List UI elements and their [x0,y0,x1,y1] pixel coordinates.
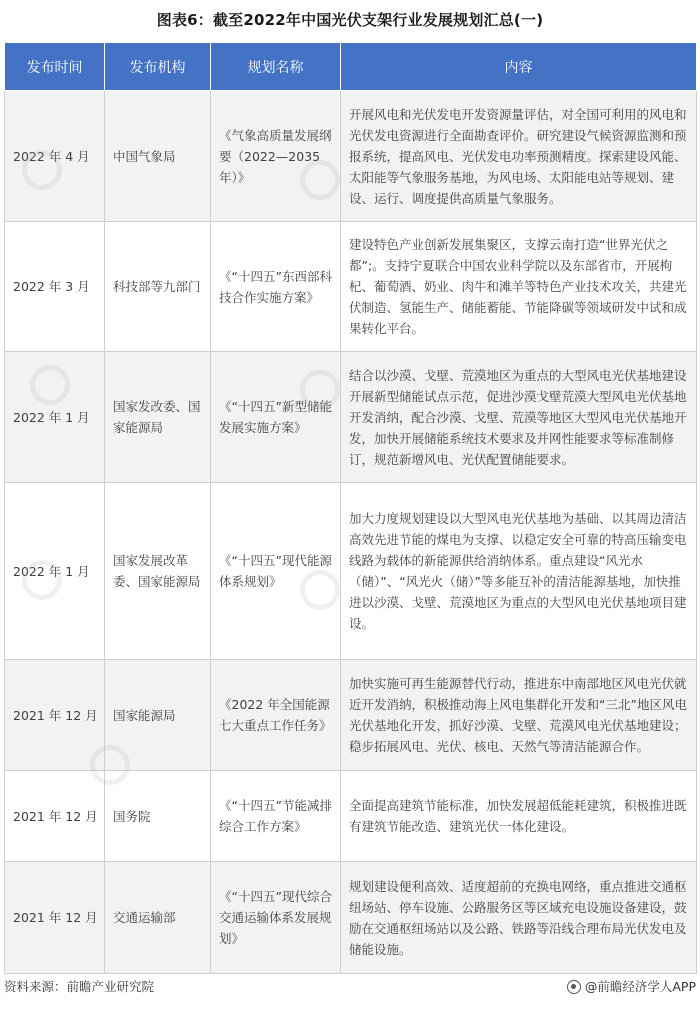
cell-plan: 《2022 年全国能源七大重点工作任务》 [211,660,341,771]
cell-date: 2021 年 12 月 [5,660,105,771]
cell-org: 科技部等九部门 [105,222,211,352]
table-header-row [5,43,697,91]
policy-table [4,42,697,974]
table-row [5,660,697,771]
cell-org: 中国气象局 [105,91,211,222]
cell-date: 2021 年 12 月 [5,862,105,974]
cell-plan: 《“十四五”现代能源体系规划》 [211,483,341,660]
cell-content: 建设特色产业创新发展集聚区，支撑云南打造“世界光伏之都”;。支持宁夏联合中国农业科学院以及东部省市，开展枸杞、葡萄酒、奶业、肉牛和滩羊等特色产业技术攻关，共建光伏制造、氢能生产、储能蓄能、节能降碳等领域研发中试和成果转化平台。 [341,222,697,352]
table-row [5,862,697,974]
cell-content: 加大力度规划建设以大型风电光伏基地为基础、以其周边清洁高效先进节能的煤电为支撑、以稳定安全可靠的特高压输变电线路为载体的新能源供给消纳体系。重点建设“风光水（储）”、“风光火（储）”等多能互补的清洁能源基地，加快推进以沙漠、戈壁、荒漠地区为重点的大型风电光伏基地项目建设。 [341,483,697,660]
cell-org: 国务院 [105,771,211,862]
table-row [5,91,697,222]
header-content: 内容 [341,43,697,91]
qianzhan-logo-icon [567,980,581,994]
cell-date: 2021 年 12 月 [5,771,105,862]
table-row [5,222,697,352]
cell-date: 2022 年 4 月 [5,91,105,222]
page-title: 图表6：截至2022年中国光伏支架行业发展规划汇总(一) [156,11,544,29]
cell-org: 国家发展改革委、国家能源局 [105,483,211,660]
header-plan: 规划名称 [211,43,341,91]
cell-date: 2022 年 1 月 [5,483,105,660]
cell-plan: 《气象高质量发展纲要（2022—2035年）》 [211,91,341,222]
cell-content: 开展风电和光伏发电开发资源量评估，对全国可利用的风电和光伏发电资源进行全面勘查评价。研究建设气候资源监测和预报系统，提高风电、光伏发电功率预测精度。探索建设风能、太阳能等气象服务基地，为风电场、太阳能电站等规划、建设、运行、调度提供高质量气象服务。 [341,91,697,222]
cell-plan: 《“十四五”新型储能发展实施方案》 [211,352,341,483]
table-row [5,771,697,862]
cell-content: 规划建设便利高效、适度超前的充换电网络，重点推进交通枢纽场站、停车设施、公路服务区等区域充电设施设备建设，鼓励在交通枢纽场站以及公路、铁路等沿线合理布局光伏发电及储能设施。 [341,862,697,974]
header-date: 发布时间 [5,43,105,91]
table-row [5,483,697,660]
source-note: 资料来源：前瞻产业研究院 [4,979,155,994]
cell-date: 2022 年 3 月 [5,222,105,352]
header-org: 发布机构 [105,43,211,91]
cell-content: 加快实施可再生能源替代行动，推进东中南部地区风电光伏就近开发消纳，积极推动海上风电集群化开发和“三北”地区风电光伏基地化开发，抓好沙漠、戈壁、荒漠风电光伏基地建设；稳步拓展风电、光伏、核电、天然气等清洁能源合作。 [341,660,697,771]
cell-date: 2022 年 1 月 [5,352,105,483]
cell-plan: 《“十四五”现代综合交通运输体系发展规划》 [211,862,341,974]
cell-org: 国家发改委、国家能源局 [105,352,211,483]
cell-org: 交通运输部 [105,862,211,974]
table-row [5,352,697,483]
brand-tag [567,972,696,1002]
cell-content: 结合以沙漠、戈壁、荒漠地区为重点的大型风电光伏基地建设开展新型储能试点示范，促进沙漠戈壁荒漠大型风电光伏基地开发消纳，配合沙漠、戈壁、荒漠等地区大型风电光伏基地开发，加快开展储能系统技术要求及并网性能要求等标准制修订，规范新增风电、光伏配置储能要求。 [341,352,697,483]
footer [4,972,696,1002]
cell-plan: 《“十四五”东西部科技合作实施方案》 [211,222,341,352]
cell-plan: 《“十四五”节能减排综合工作方案》 [211,771,341,862]
cell-content: 全面提高建筑节能标准，加快发展超低能耗建筑，积极推进既有建筑节能改造、建筑光伏一体化建设。 [341,771,697,862]
brand-text: @前瞻经济学人APP [584,979,696,994]
cell-org: 国家能源局 [105,660,211,771]
